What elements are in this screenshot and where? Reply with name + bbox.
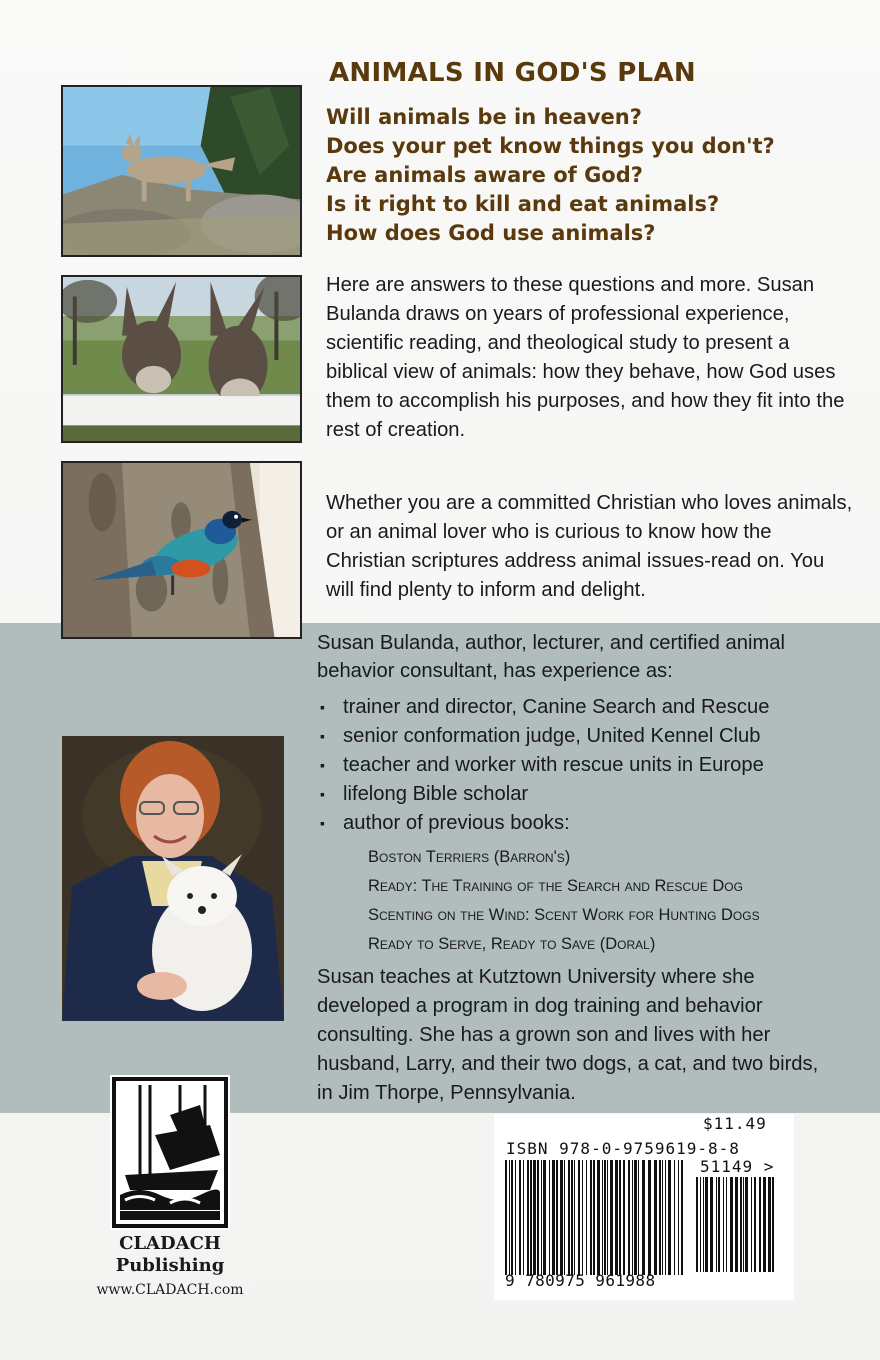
experience-item — [318, 751, 769, 780]
publisher-name — [90, 1233, 250, 1277]
author-intro-text: , author, lecturer, and certified animal behavior consultant, has experience as: — [317, 632, 785, 682]
barcode-bar — [723, 1177, 724, 1272]
barcode-bar — [578, 1160, 580, 1275]
experience-text: lifelong Bible scholar — [343, 783, 529, 805]
bullet-icon: ▪ — [320, 699, 325, 715]
book-title: ANIMALS IN GOD'S PLAN — [329, 58, 696, 88]
barcode-bar — [574, 1160, 575, 1275]
barcode-bar — [703, 1177, 704, 1272]
question-item: Does your pet know things you don't? — [326, 134, 775, 158]
barcode-bar — [665, 1160, 666, 1275]
experience-item — [318, 693, 769, 722]
barcode-bar — [662, 1160, 663, 1275]
experience-item — [318, 780, 769, 809]
book-item: Ready to Serve, Ready to Save (Doral) — [368, 935, 656, 953]
experience-text: trainer and director, Canine Search and Rescue — [343, 696, 770, 718]
question-list — [326, 103, 775, 248]
bullet-icon: ▪ — [320, 728, 325, 744]
barcode-bar — [743, 1177, 744, 1272]
barcode-bar — [674, 1160, 675, 1275]
barcode-bar — [607, 1160, 608, 1275]
barcode-bar — [560, 1160, 563, 1275]
publisher-name-line1: CLADACH — [119, 1233, 221, 1254]
barcode-bar — [530, 1160, 532, 1275]
barcode-bar — [716, 1177, 717, 1272]
barcode-bar — [623, 1160, 625, 1275]
author-photo — [62, 736, 284, 1021]
publisher-logo — [110, 1075, 230, 1230]
experience-list — [318, 693, 769, 838]
barcode-bar — [552, 1160, 555, 1275]
barcode-bar — [597, 1160, 600, 1275]
barcode-bar — [523, 1160, 524, 1275]
isbn-label: ISBN 978-0-9759619-8-8 — [506, 1139, 740, 1158]
publisher-name-line2: Publishing — [115, 1255, 225, 1276]
barcode-bar — [568, 1160, 570, 1275]
barcode-bar — [619, 1160, 621, 1275]
barcode-bar — [586, 1160, 587, 1275]
barcode-number: 9 780975 961988 — [505, 1271, 656, 1290]
barcode-bar — [638, 1160, 639, 1275]
barcode-bar — [537, 1160, 539, 1275]
barcode-bar — [678, 1160, 679, 1275]
barcode-bar — [642, 1160, 645, 1275]
experience-text: teacher and worker with rescue units in Europe — [343, 754, 764, 776]
book-item: Ready: The Training of the Search and Rescue Dog — [368, 877, 743, 895]
experience-item — [318, 722, 769, 751]
question-item: Will animals be in heaven? — [326, 105, 642, 129]
question-item: Is it right to kill and eat animals? — [326, 192, 720, 216]
question-item: Are animals aware of God? — [326, 163, 643, 187]
barcode-bar — [718, 1177, 720, 1272]
barcode-bar — [519, 1160, 521, 1275]
barcode-bar — [726, 1177, 727, 1272]
barcode-bar — [564, 1160, 565, 1275]
question-item: How does God use animals? — [326, 221, 656, 245]
barcode-bar — [543, 1160, 546, 1275]
barcode-bar — [541, 1160, 542, 1275]
addon-barcode-bars — [696, 1177, 776, 1272]
book-item: Scenting on the Wind: Scent Work for Hunting Dogs — [368, 906, 760, 924]
book-item: Boston Terriers (Barron's) — [368, 848, 571, 866]
previous-books-list — [368, 843, 760, 959]
barcode-bar — [668, 1160, 671, 1275]
barcode-bar — [768, 1177, 771, 1272]
bullet-icon: ▪ — [320, 757, 325, 773]
barcode-bar — [628, 1160, 630, 1275]
barcode-bar — [735, 1177, 738, 1272]
barcode-bar — [590, 1160, 592, 1275]
ship-logo-icon — [110, 1075, 230, 1230]
barcode-bar — [632, 1160, 633, 1275]
price-label: $11.49 — [703, 1114, 767, 1133]
coyote-photo — [61, 85, 302, 257]
author-closing-paragraph: Susan teaches at Kutztown University where she developed a program in dog training and behavior consulting. She has a grown son and lives with her husband, Larry, and their two dogs, a cat, and two birds, in Jim Thorpe, Pennsylvania. — [317, 966, 819, 1104]
barcode-bar — [696, 1177, 698, 1272]
barcode-bar — [710, 1177, 713, 1272]
barcode-bar — [549, 1160, 550, 1275]
barcode-bars — [505, 1160, 685, 1275]
description-paragraph: Here are answers to these questions and more. Susan Bulanda draws on years of professional experience, scientific reading, and theological study to present a biblical view of animals: how they behave, how God uses them to accomplish his purposes, and how they fit into the rest of creation. — [326, 274, 845, 441]
barcode-bar — [763, 1177, 766, 1272]
barcode-bar — [511, 1160, 513, 1275]
barcode-bar — [571, 1160, 573, 1275]
barcode-bar — [730, 1177, 733, 1272]
experience-text: senior conformation judge, United Kennel Club — [343, 725, 761, 747]
barcode-bar — [515, 1160, 516, 1275]
barcode-bar — [705, 1177, 708, 1272]
author-name: Susan Bulanda — [317, 632, 454, 654]
barcode-bar — [634, 1160, 637, 1275]
barcode-bar — [759, 1177, 761, 1272]
barcode-bar — [740, 1177, 742, 1272]
barcode-bar — [505, 1160, 507, 1275]
barcode-bar — [582, 1160, 583, 1275]
bullet-icon: ▪ — [320, 786, 325, 802]
barcode-bar — [648, 1160, 651, 1275]
author-intro — [317, 629, 817, 685]
barcode-bar — [604, 1160, 606, 1275]
barcode-bar — [681, 1160, 683, 1275]
barcode-bar — [527, 1160, 529, 1275]
barcode-bar — [610, 1160, 613, 1275]
publisher-website: www.CLADACH.com — [96, 1282, 244, 1298]
audience-paragraph: Whether you are a committed Christian who loves animals, or an animal lover who is curious to know how the Christian scriptures address animal issues-read on. You will find plenty to inform and delight. — [326, 492, 853, 601]
barcode-bar — [615, 1160, 618, 1275]
donkeys-photo — [61, 275, 302, 443]
addon-code: 51149 > — [700, 1157, 775, 1176]
barcode-bar — [509, 1160, 510, 1275]
barcode-bar — [772, 1177, 774, 1272]
barcode-bar — [602, 1160, 603, 1275]
barcode-bar — [556, 1160, 558, 1275]
barcode-bar — [754, 1177, 756, 1272]
starling-bird-photo — [61, 461, 302, 639]
barcode-bar — [745, 1177, 748, 1272]
barcode-bar — [659, 1160, 661, 1275]
bullet-icon: ▪ — [320, 815, 325, 831]
experience-item — [318, 809, 769, 838]
experience-text: author of previous books: — [343, 812, 570, 834]
barcode-bar — [700, 1177, 701, 1272]
barcode-bar — [654, 1160, 657, 1275]
barcode-bar — [533, 1160, 536, 1275]
barcode-bar — [593, 1160, 595, 1275]
barcode-bar — [751, 1177, 752, 1272]
